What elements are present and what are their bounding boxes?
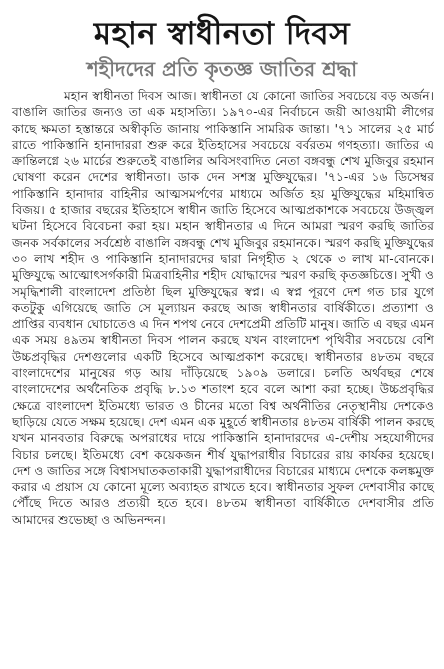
article-body: মহান স্বাধীনতা দিবস আজ। স্বাধীনতা যে কোনো জাতির সবচেয়ে বড় অর্জন। বাঙালি জাতির জন্যও তা এক মহাসত্যি। ১৯৭০-এর নির্বাচনে জয়ী আওয়ামী লীগের কাছে ক্ষমতা হস্তান্তরে অস্বীকৃতি জানায় পাকিস্তানি সামরিক জান্তা। '৭১ সালের ২৫ মার্চ রাতে পাকিস্তানি হানাদাররা শুরু করে ইতিহাসের সবচেয়ে বর্বরতম গণহত্যা। জাতির এ ক্রান্তিলগ্নে ২৬ মার্চের শুরুতেই বাঙালির অবিসংবাদিত নেতা বঙ্গবন্ধু শেখ মুজিবুর রহমান ঘোষণা করেন দেশের স্বাধীনতা। ডাক দেন সশস্ত্র মুক্তিযুদ্ধের। '৭১-এর ১৬ ডিসেম্বর পাকিস্তানি হানাদার বাহিনীর আত্মসমর্পণের মাধ্যমে অর্জিত হয় মুক্তিযুদ্ধের মহিমান্বিত বিজয়। ৫ হাজার বছরের ইতিহাসে স্বাধীন জাতি হিসেবে আত্মপ্রকাশকে সবচেয়ে উজ্জ্বল ঘটনা হিসেবে বিবেচনা করা হয়। মহান স্বাধীনতার এ দিনে আমরা স্মরণ করছি জাতির জনক সর্বকালের সর্বশ্রেষ্ঠ বাঙালি বঙ্গবন্ধু শেখ মুজিবুর রহমানকে। স্মরণ করছি মুক্তিযুদ্ধের ৩০ লাখ শহীদ ও পাকিস্তানি হানাদারদের দ্বারা নিগৃহীত ২ থেকে ৩ লাখ মা-বোনকে। মুক্তিযুদ্ধে আত্মোৎসর্গকারী মিত্রবাহিনীর শহীদ যোদ্ধাদের স্মরণ করছি কৃতজ্ঞচিত্তে। সুখী ও সমৃদ্ধিশালী বাংলাদেশ প্রতিষ্ঠা ছিল মুক্তিযুদ্ধের স্বপ্ন। এ স্বপ্ন পূরণে দেশ গত চার যুগে কতটুকু এগিয়েছে জাতি সে মূল্যায়ন করছে আজ স্বাধীনতার বার্ষিকীতে। প্রত্যাশা ও প্রাপ্তির ব্যবধান ঘোচাতেও এ দিন শপথ নেবে দেশপ্রেমী প্রতিটি মানুষ। জাতি এ বছর এমন এক সময় ৪৯তম স্বাধীনতা দিবস পালন করছে যখন বাংলাদেশ পৃথিবীর সবচেয়ে বেশি উচ্চপ্রবৃদ্ধির দেশগুলোর একটি হিসেবে আত্মপ্রকাশ করেছে। স্বাধীনতার ৪৮তম বছরে বাংলাদেশের মানুষের গড় আয় দাঁড়িয়েছে ১৯০৯ ডলারে। চলতি অর্থবছর শেষে বাংলাদেশের অর্থনৈতিক প্রবৃদ্ধি ৮.১৩ শতাংশ হবে বলে আশা করা হচ্ছে। উচ্চপ্রবৃদ্ধির ক্ষেত্রে বাংলাদেশ ইতিমধ্যে ভারত ও চীনের মতো বিশ্ব অর্থনীতির নেতৃস্থানীয় দেশকেও ছাড়িয়ে যেতে সক্ষম হয়েছে। দেশ এমন এক মুহূর্তে স্বাধীনতার ৪৮তম বার্ষিকী পালন করছে যখন মানবতার বিরুদ্ধে অপরাধের দায়ে পাকিস্তানি হানাদারদের এ-দেশীয় সহযোগীদের বিচার চলছে। ইতিমধ্যে বেশ কয়েকজন শীর্ষ যুদ্ধাপরাধীর বিচারের রায় কার্যকর হয়েছে। দেশ ও জাতির সঙ্গে বিশ্বাসঘাতকতাকারী যুদ্ধাপরাধীদের বিচারের মাধ্যমে দেশকে কলঙ্কমুক্ত করার এ প্রয়াস যে কোনো মূল্যে অব্যাহত রাখতে হবে। স্বাধীনতার সুফল দেশবাসীর কাছে পৌঁছে দিতে আরও প্রত্যয়ী হতে হবে। ৪৮তম স্বাধীনতা বার্ষিকীতে দেশবাসীর প্রতি আমাদের শুভেচ্ছা ও অভিনন্দন।	[12, 89, 434, 527]
article-headline: মহান স্বাধীনতা দিবস	[93, 16, 351, 52]
article-subheadline: শহীদদের প্রতি কৃতজ্ঞ জাতির শ্রদ্ধা	[86, 57, 358, 81]
